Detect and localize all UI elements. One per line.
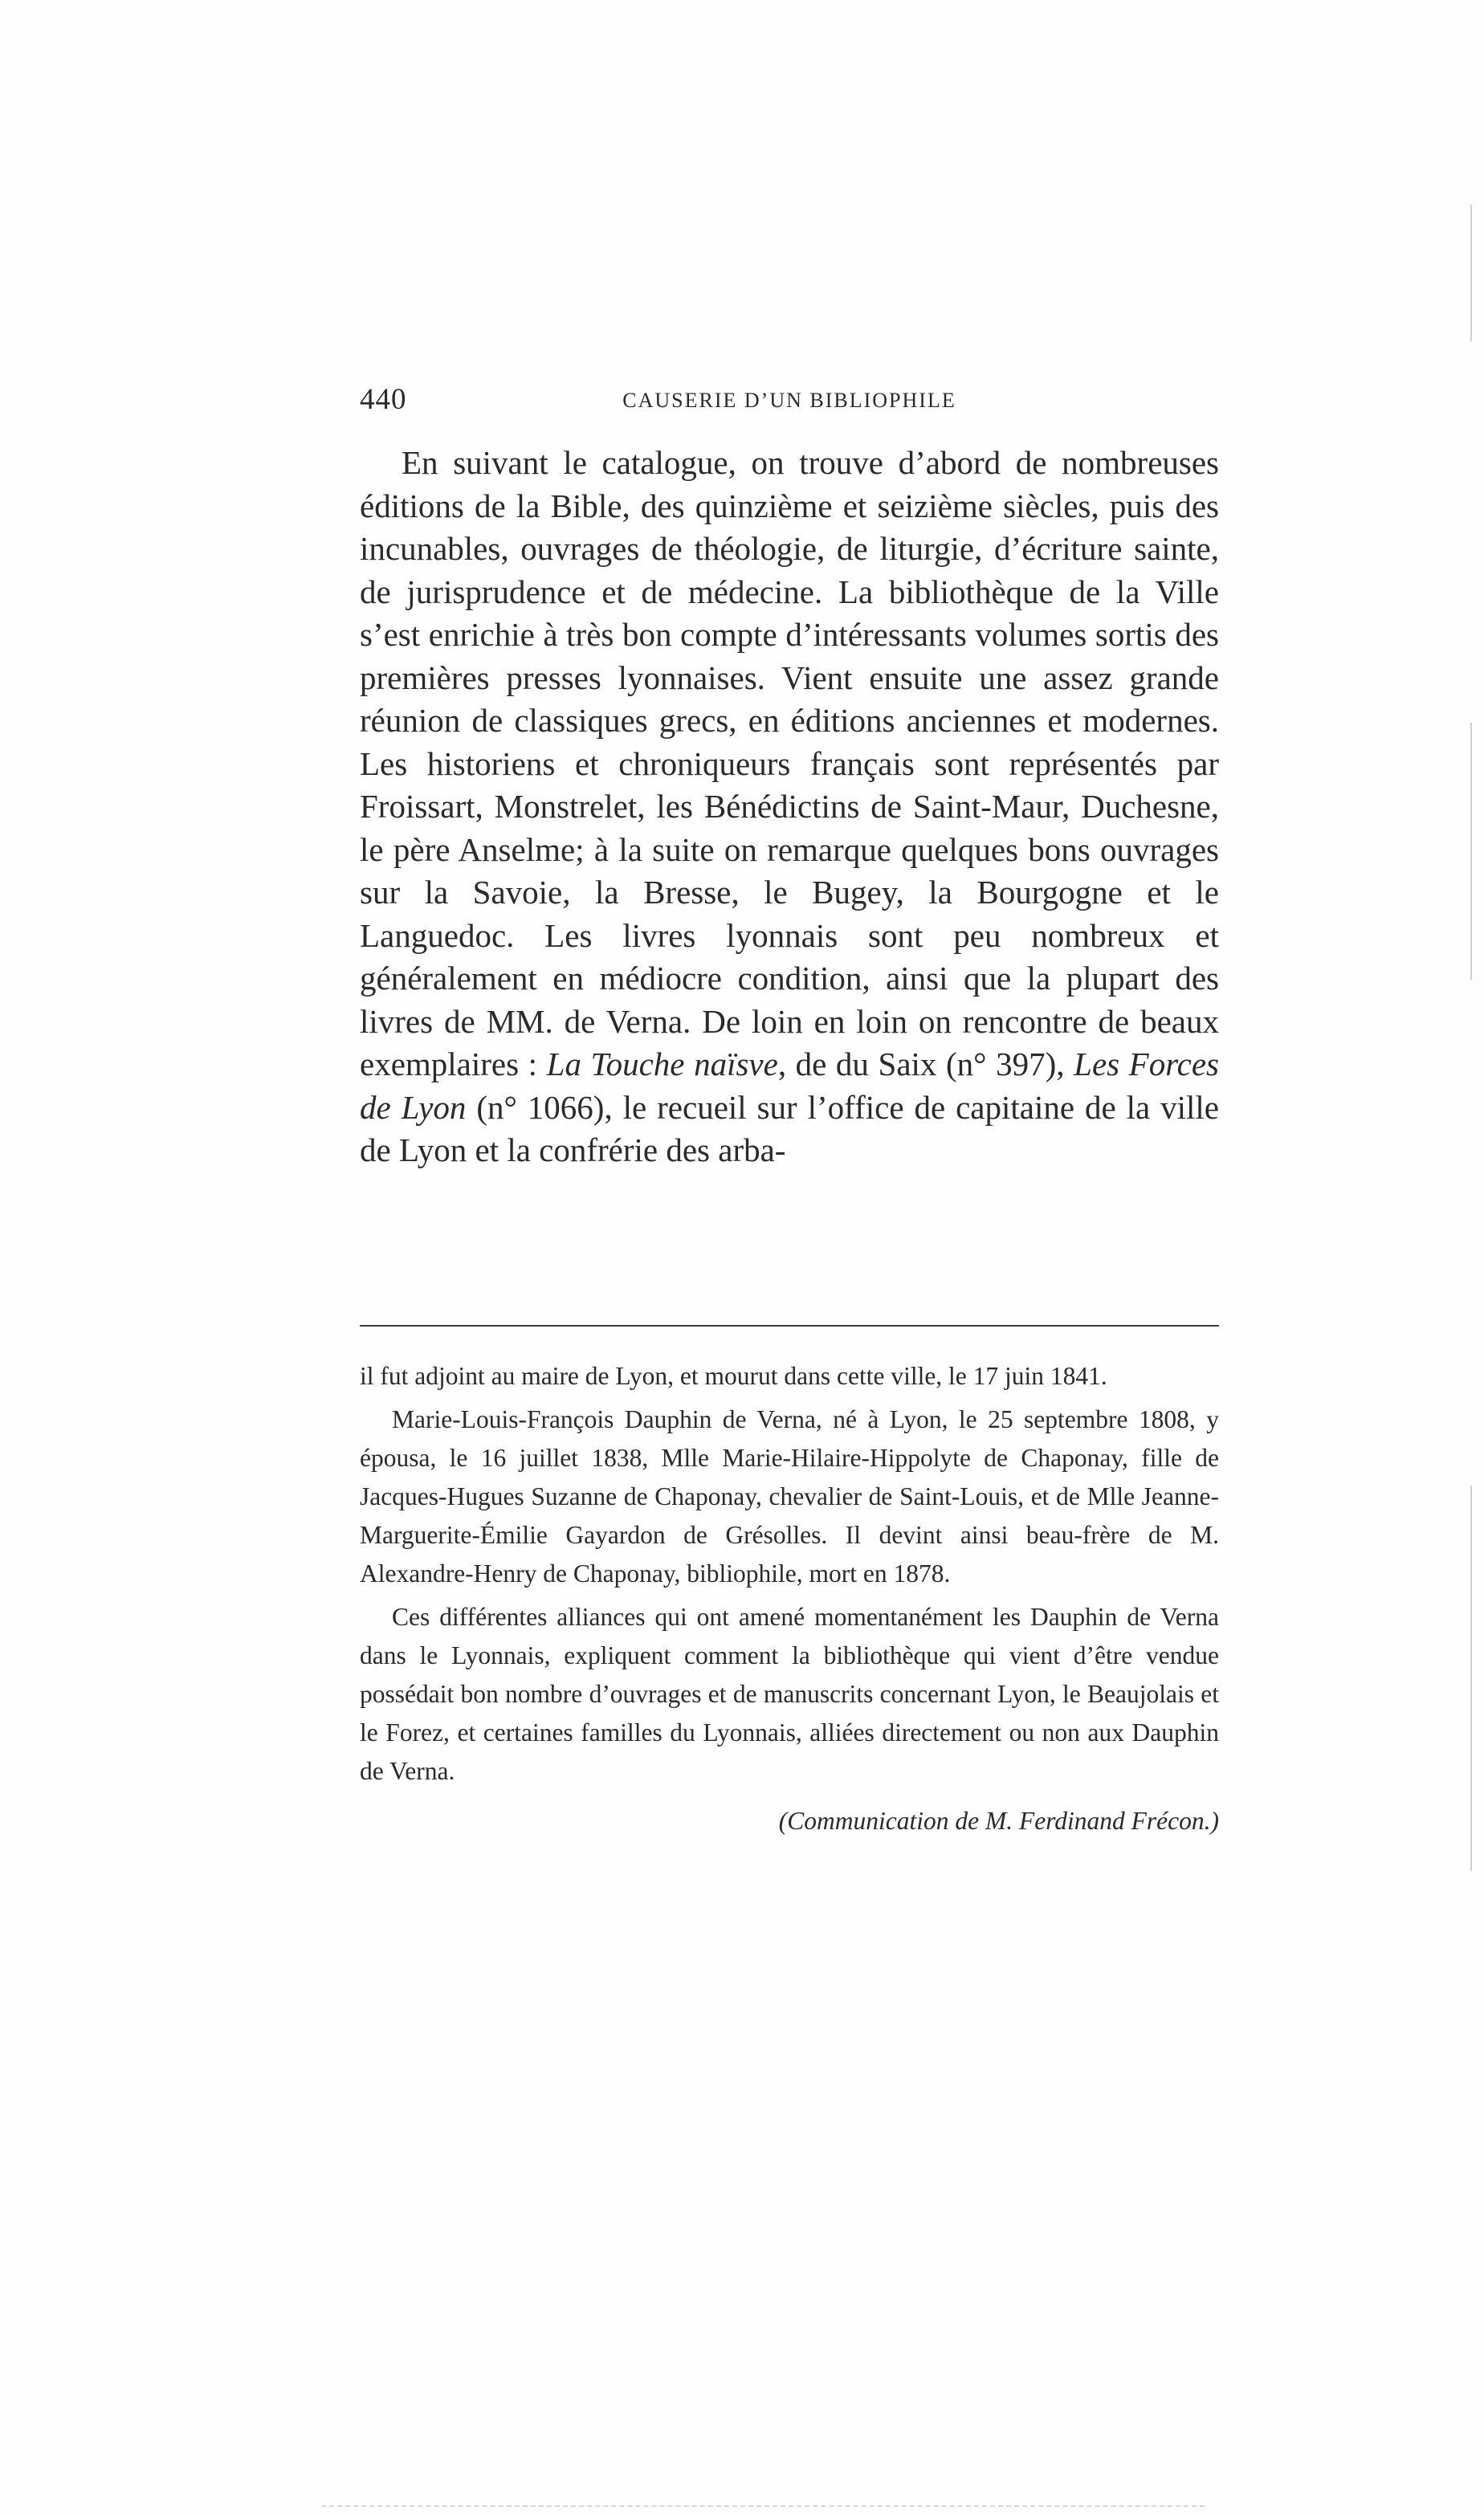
paragraph-text: (n° 1066), le recueil sur l’office de capitaine de la ville de Lyon et la confrérie des arba- bbox=[360, 1088, 1219, 1168]
running-title: CAUSERIE D’UN BIBLIOPHILE bbox=[622, 389, 956, 412]
footnote-paragraph: Ces différentes alliances qui ont amené momentanément les Dauphin de Verna dans le Lyonnais, expliquent comment la bibliothèque qui vient d’être vendue possédait bon nombre d’ouvrages et de manuscrits concernant Lyon, le Beaujolais et le Forez, et certaines familles du Lyonnais, alliées directement ou non aux Dauphin de Verna. bbox=[360, 1603, 1219, 1785]
footnote-continuation: il fut adjoint au maire de Lyon, et mourut dans cette ville, le 17 juin 1841. bbox=[360, 1362, 1107, 1390]
page-edge-mark bbox=[1470, 723, 1472, 980]
page-edge-mark bbox=[1470, 205, 1472, 341]
scan-artifact-dashes bbox=[321, 2505, 1205, 2507]
paragraph-text: En suivant le catalogue, on trouve d’abord de nombreuses éditions de la Bible, des quinzième et seizième siècles, puis des incunables, ouvrages de théologie, de liturgie, d’écriture sainte, de jurisprudence et de médecine. La bibliothèque de la Ville s’est enrichie à très bon compte d’intéressants volumes sortis des premières presses lyonnaises. Vient ensuite une assez grande réunion de classiques grecs, en éditions anciennes et modernes. Les historiens et chroniqueurs français sont représentés par Froissart, Monstrelet, les Bénédictins de Saint-Maur, Duchesne, le père Anselme; à la suite on remarque quelques bons ouvrages sur la Savoie, la Bresse, le Bugey, la Bourgogne et le Languedoc. Les livres lyonnais sont peu nombreux et généralement en médiocre condition, ainsi que la plupart des livres de MM. de Verna. De loin en loin on rencontre de beaux exemplaires : bbox=[360, 444, 1219, 1082]
book-title-touche: La Touche naïsve bbox=[546, 1046, 778, 1082]
footnote-credit: (Communication de M. Ferdinand Frécon.) bbox=[778, 1807, 1219, 1835]
book-title-forces: Les Forces de Lyon bbox=[360, 1046, 1220, 1126]
page-edge-mark bbox=[1470, 1486, 1472, 1871]
paragraph-text: , de du Saix (n° 397), bbox=[777, 1046, 1065, 1082]
footnote-paragraph: Marie-Louis-François Dauphin de Verna, né à Lyon, le 25 septembre 1808, y épousa, le 16 juillet 1838, Mlle Marie-Hilaire-Hippolyte de Chaponay, fille de Jacques-Hugues Suzanne de Chaponay, chevalier de Saint-Louis, et de Mlle Jeanne-Marguerite-Émilie Gayardon de Grésolles. Il devint ainsi beau-frère de M. Alexandre-Henry de Chaponay, bibliophile, mort en 1878. bbox=[360, 1405, 1219, 1588]
footnotes bbox=[360, 1357, 1219, 1845]
main-paragraph bbox=[360, 442, 1219, 1172]
page-number: 440 bbox=[360, 383, 407, 416]
page-header bbox=[360, 379, 1219, 427]
footnote-separator bbox=[360, 1325, 1219, 1327]
